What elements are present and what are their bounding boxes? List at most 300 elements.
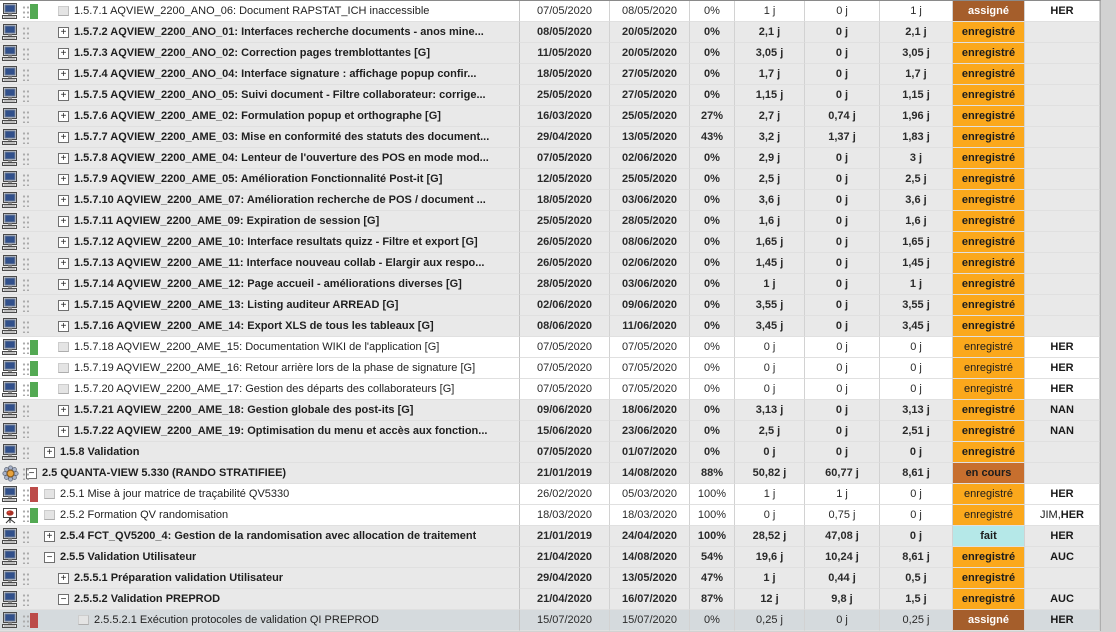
status-badge: enregistré: [953, 148, 1024, 168]
status-badge: enregistré: [953, 190, 1024, 210]
computer-icon: [2, 444, 19, 461]
done-work-cell: 0 j: [805, 169, 880, 190]
expand-icon[interactable]: +: [58, 195, 69, 206]
planned-work-cell: 2,5 j: [735, 169, 805, 190]
table-row[interactable]: [0, 190, 1100, 211]
table-row[interactable]: [0, 211, 1100, 232]
end-date-cell: 14/08/2020: [610, 463, 690, 484]
status-cell: [953, 463, 1025, 484]
percent-complete-cell: 100%: [690, 505, 735, 526]
assignee: HER: [1050, 5, 1074, 17]
computer-icon: [2, 255, 19, 272]
gear-icon: [2, 465, 19, 482]
expand-icon[interactable]: +: [58, 426, 69, 437]
expand-icon[interactable]: +: [44, 447, 55, 458]
table-row[interactable]: [0, 232, 1100, 253]
end-date-cell: 16/07/2020: [610, 589, 690, 610]
remaining-work-cell: 0 j: [880, 505, 953, 526]
end-date-cell: 02/06/2020: [610, 253, 690, 274]
task-name-cell: [0, 526, 520, 547]
leaf-node-icon: [44, 489, 55, 499]
start-date-cell: 07/05/2020: [520, 379, 610, 400]
table-row[interactable]: [0, 43, 1100, 64]
end-date-cell: 08/06/2020: [610, 232, 690, 253]
start-date-cell: 25/05/2020: [520, 85, 610, 106]
start-date-cell: 29/04/2020: [520, 568, 610, 589]
expand-icon[interactable]: +: [58, 300, 69, 311]
expand-icon[interactable]: +: [58, 174, 69, 185]
status-cell: [953, 358, 1025, 379]
task-name: 1.5.7.16 AQVIEW_2200_AME_14: Export XLS de tous les tableaux [G]: [74, 320, 434, 332]
planned-work-cell: 3,2 j: [735, 127, 805, 148]
remaining-work-cell: 1,7 j: [880, 64, 953, 85]
status-badge: enregistré: [953, 589, 1024, 609]
drag-handle-icon[interactable]: [22, 131, 29, 144]
start-date-cell: 26/02/2020: [520, 484, 610, 505]
percent-complete-cell: 0%: [690, 316, 735, 337]
table-row[interactable]: [0, 463, 1100, 484]
status-cell: [953, 484, 1025, 505]
assignee-cell: [1025, 400, 1100, 421]
done-work-cell: 0,44 j: [805, 568, 880, 589]
end-date-cell: 24/04/2020: [610, 526, 690, 547]
table-row[interactable]: [0, 253, 1100, 274]
status-cell: [953, 505, 1025, 526]
assignee-cell: [1025, 148, 1100, 169]
task-name-cell: [0, 400, 520, 421]
task-name: 1.5.7.7 AQVIEW_2200_AME_03: Mise en conformité des statuts des document...: [74, 131, 490, 143]
task-rows-container: [0, 1, 1100, 631]
end-date-cell: 13/05/2020: [610, 127, 690, 148]
task-name: 1.5.7.20 AQVIEW_2200_AME_17: Gestion des départs des collaborateurs [G]: [74, 383, 455, 395]
planned-work-cell: 1,6 j: [735, 211, 805, 232]
planned-work-cell: 19,6 j: [735, 547, 805, 568]
drag-handle-icon[interactable]: [22, 362, 29, 375]
status-badge: enregistré: [953, 22, 1024, 42]
table-row[interactable]: [0, 169, 1100, 190]
drag-handle-icon[interactable]: [22, 530, 29, 543]
status-cell: [953, 526, 1025, 547]
percent-complete-cell: 0%: [690, 295, 735, 316]
status-cell: [953, 211, 1025, 232]
task-name: 1.5.7.14 AQVIEW_2200_AME_12: Page accueil - améliorations diverses [G]: [74, 278, 462, 290]
done-work-cell: 0 j: [805, 253, 880, 274]
done-work-cell: 10,24 j: [805, 547, 880, 568]
table-row[interactable]: [0, 358, 1100, 379]
computer-icon: [2, 45, 19, 62]
start-date-cell: 21/01/2019: [520, 463, 610, 484]
task-name-cell: [0, 610, 520, 631]
remaining-work-cell: 1,6 j: [880, 211, 953, 232]
status-badge: enregistré: [953, 421, 1024, 441]
expand-icon[interactable]: +: [58, 111, 69, 122]
drag-handle-icon[interactable]: [22, 320, 29, 333]
remaining-work-cell: 0,5 j: [880, 568, 953, 589]
done-work-cell: 9,8 j: [805, 589, 880, 610]
done-work-cell: 60,77 j: [805, 463, 880, 484]
assignee: HER: [1050, 341, 1074, 353]
table-row[interactable]: [0, 295, 1100, 316]
task-status-bar: [30, 340, 38, 355]
table-row[interactable]: [0, 484, 1100, 505]
table-row[interactable]: [0, 610, 1100, 631]
task-name-cell: [0, 505, 520, 526]
percent-complete-cell: 0%: [690, 190, 735, 211]
assignee-cell: [1025, 568, 1100, 589]
percent-complete-cell: 0%: [690, 148, 735, 169]
computer-icon: [2, 591, 19, 608]
end-date-cell: 11/06/2020: [610, 316, 690, 337]
remaining-work-cell: 1,83 j: [880, 127, 953, 148]
status-badge: assigné: [953, 1, 1024, 21]
done-work-cell: 0 j: [805, 148, 880, 169]
drag-handle-icon[interactable]: [22, 467, 29, 480]
percent-complete-cell: 0%: [690, 337, 735, 358]
start-date-cell: 08/06/2020: [520, 316, 610, 337]
task-name: 2.5.1 Mise à jour matrice de traçabilité QV5330: [60, 488, 290, 500]
assignee: HER: [1050, 614, 1074, 626]
done-work-cell: 0,75 j: [805, 505, 880, 526]
table-row[interactable]: [0, 547, 1100, 568]
start-date-cell: 02/06/2020: [520, 295, 610, 316]
assignee-cell: [1025, 589, 1100, 610]
start-date-cell: 21/04/2020: [520, 547, 610, 568]
status-badge: enregistré: [953, 106, 1024, 126]
status-badge: enregistré: [953, 484, 1024, 504]
start-date-cell: 15/06/2020: [520, 421, 610, 442]
planned-work-cell: 1,7 j: [735, 64, 805, 85]
drag-handle-icon[interactable]: [22, 5, 29, 18]
expand-icon[interactable]: +: [58, 237, 69, 248]
start-date-cell: 07/05/2020: [520, 358, 610, 379]
collapse-icon[interactable]: −: [58, 594, 69, 605]
status-cell: [953, 64, 1025, 85]
expand-icon[interactable]: +: [58, 216, 69, 227]
computer-icon: [2, 108, 19, 125]
drag-handle-icon[interactable]: [22, 236, 29, 249]
computer-icon: [2, 486, 19, 503]
drag-handle-icon[interactable]: [22, 110, 29, 123]
end-date-cell: 02/06/2020: [610, 148, 690, 169]
computer-icon: [2, 150, 19, 167]
table-row[interactable]: [0, 568, 1100, 589]
task-name-cell: [0, 106, 520, 127]
assignee: AUC: [1050, 551, 1074, 563]
status-badge: enregistré: [953, 43, 1024, 63]
percent-complete-cell: 0%: [690, 274, 735, 295]
expand-icon[interactable]: +: [58, 258, 69, 269]
table-row[interactable]: [0, 127, 1100, 148]
drag-handle-icon[interactable]: [22, 152, 29, 165]
remaining-work-cell: 0 j: [880, 526, 953, 547]
table-row[interactable]: [0, 589, 1100, 610]
remaining-work-cell: 8,61 j: [880, 463, 953, 484]
table-row[interactable]: [0, 400, 1100, 421]
planned-work-cell: 28,52 j: [735, 526, 805, 547]
planned-work-cell: 3,45 j: [735, 316, 805, 337]
table-row[interactable]: [0, 85, 1100, 106]
percent-complete-cell: 0%: [690, 421, 735, 442]
table-row[interactable]: [0, 148, 1100, 169]
drag-handle-icon[interactable]: [22, 89, 29, 102]
status-badge: enregistré: [953, 211, 1024, 231]
start-date-cell: 18/03/2020: [520, 505, 610, 526]
table-row[interactable]: [0, 22, 1100, 43]
end-date-cell: 05/03/2020: [610, 484, 690, 505]
task-name-cell: [0, 232, 520, 253]
table-row[interactable]: [0, 64, 1100, 85]
computer-icon: [2, 213, 19, 230]
computer-icon: [2, 192, 19, 209]
remaining-work-cell: 1 j: [880, 1, 953, 22]
planned-work-cell: 1 j: [735, 1, 805, 22]
assignee: HER: [1050, 530, 1074, 542]
percent-complete-cell: 47%: [690, 568, 735, 589]
done-work-cell: 0 j: [805, 379, 880, 400]
drag-handle-icon[interactable]: [22, 425, 29, 438]
drag-handle-icon[interactable]: [22, 383, 29, 396]
status-badge: enregistré: [953, 85, 1024, 105]
status-badge: enregistré: [953, 505, 1024, 525]
done-work-cell: 0 j: [805, 442, 880, 463]
assignee-cell: [1025, 211, 1100, 232]
drag-handle-icon[interactable]: [22, 446, 29, 459]
remaining-work-cell: 3,13 j: [880, 400, 953, 421]
table-row[interactable]: [0, 1, 1100, 22]
start-date-cell: 29/04/2020: [520, 127, 610, 148]
done-work-cell: 0 j: [805, 421, 880, 442]
drag-handle-icon[interactable]: [22, 26, 29, 39]
task-name-cell: [0, 22, 520, 43]
done-work-cell: 0 j: [805, 400, 880, 421]
expand-icon[interactable]: +: [58, 69, 69, 80]
percent-complete-cell: 0%: [690, 610, 735, 631]
done-work-cell: 0 j: [805, 232, 880, 253]
drag-handle-icon[interactable]: [22, 257, 29, 270]
task-name: 1.5.7.6 AQVIEW_2200_AME_02: Formulation popup et orthographe [G]: [74, 110, 441, 122]
status-badge: enregistré: [953, 253, 1024, 273]
expand-icon[interactable]: +: [58, 90, 69, 101]
drag-handle-icon[interactable]: [22, 488, 29, 501]
task-name-cell: [0, 169, 520, 190]
done-work-cell: 0 j: [805, 316, 880, 337]
status-badge: enregistré: [953, 379, 1024, 399]
planned-work-cell: 2,9 j: [735, 148, 805, 169]
planned-work-cell: 1 j: [735, 274, 805, 295]
task-name: 2.5.5.1 Préparation validation Utilisateur: [74, 572, 284, 584]
status-badge: enregistré: [953, 169, 1024, 189]
remaining-work-cell: 0 j: [880, 337, 953, 358]
drag-handle-icon[interactable]: [22, 614, 29, 627]
table-row[interactable]: [0, 337, 1100, 358]
start-date-cell: 11/05/2020: [520, 43, 610, 64]
task-name: 2.5.2 Formation QV randomisation: [60, 509, 229, 521]
assignee-cell: [1025, 127, 1100, 148]
status-cell: [953, 43, 1025, 64]
expand-icon[interactable]: +: [58, 405, 69, 416]
task-name: 1.5.7.10 AQVIEW_2200_AME_07: Amélioration recherche de POS / document ...: [74, 194, 486, 206]
table-row[interactable]: [0, 442, 1100, 463]
expand-icon[interactable]: +: [44, 531, 55, 542]
assignee: NAN: [1050, 404, 1074, 416]
task-name: 2.5 QUANTA-VIEW 5.330 (RANDO STRATIFIEE): [42, 467, 287, 479]
task-name-cell: [0, 379, 520, 400]
task-name-cell: [0, 274, 520, 295]
percent-complete-cell: 87%: [690, 589, 735, 610]
task-name: 1.5.7.19 AQVIEW_2200_AME_16: Retour arrière lors de la phase de signature [G]: [74, 362, 476, 374]
leaf-node-icon: [78, 615, 89, 625]
task-name: 1.5.7.5 AQVIEW_2200_ANO_05: Suivi document - Filtre collaborateur: corrige...: [74, 89, 486, 101]
assignee-cell: [1025, 85, 1100, 106]
status-badge: enregistré: [953, 295, 1024, 315]
status-cell: [953, 547, 1025, 568]
task-name: 1.5.8 Validation: [60, 446, 140, 458]
task-name-cell: [0, 421, 520, 442]
computer-icon: [2, 612, 19, 629]
expand-icon[interactable]: +: [58, 48, 69, 59]
expand-icon[interactable]: +: [58, 27, 69, 38]
drag-handle-icon[interactable]: [22, 68, 29, 81]
expand-icon[interactable]: +: [58, 132, 69, 143]
drag-handle-icon[interactable]: [22, 551, 29, 564]
planned-work-cell: 2,1 j: [735, 22, 805, 43]
task-name: 2.5.4 FCT_QV5200_4: Gestion de la randomisation avec allocation de traitement: [60, 530, 477, 542]
drag-handle-icon[interactable]: [22, 278, 29, 291]
task-status-bar: [30, 382, 38, 397]
done-work-cell: 0 j: [805, 295, 880, 316]
percent-complete-cell: 0%: [690, 211, 735, 232]
assignee: HER: [1050, 488, 1074, 500]
assignee-cell: [1025, 358, 1100, 379]
computer-icon: [2, 87, 19, 104]
table-row[interactable]: [0, 526, 1100, 547]
end-date-cell: 28/05/2020: [610, 211, 690, 232]
assignee-cell: [1025, 316, 1100, 337]
table-row[interactable]: [0, 106, 1100, 127]
drag-handle-icon[interactable]: [22, 173, 29, 186]
end-date-cell: 27/05/2020: [610, 64, 690, 85]
table-row[interactable]: [0, 421, 1100, 442]
percent-complete-cell: 54%: [690, 547, 735, 568]
drag-handle-icon[interactable]: [22, 341, 29, 354]
done-work-cell: 0 j: [805, 190, 880, 211]
end-date-cell: 14/08/2020: [610, 547, 690, 568]
status-badge: fait: [953, 526, 1024, 546]
status-cell: [953, 232, 1025, 253]
status-cell: [953, 1, 1025, 22]
done-work-cell: 0,74 j: [805, 106, 880, 127]
assignee-cell: [1025, 1, 1100, 22]
status-badge: assigné: [953, 610, 1024, 630]
collapse-icon[interactable]: −: [26, 468, 37, 479]
status-cell: [953, 337, 1025, 358]
expand-icon[interactable]: +: [58, 573, 69, 584]
task-name: 1.5.7.4 AQVIEW_2200_ANO_04: Interface signature : affichage popup confir...: [74, 68, 477, 80]
remaining-work-cell: 2,5 j: [880, 169, 953, 190]
planned-work-cell: 50,82 j: [735, 463, 805, 484]
task-status-bar: [30, 487, 38, 502]
table-row[interactable]: [0, 274, 1100, 295]
status-cell: [953, 610, 1025, 631]
start-date-cell: 07/05/2020: [520, 148, 610, 169]
remaining-work-cell: 2,51 j: [880, 421, 953, 442]
status-cell: [953, 127, 1025, 148]
planned-work-cell: 0 j: [735, 442, 805, 463]
end-date-cell: 18/03/2020: [610, 505, 690, 526]
assignee-cell: [1025, 442, 1100, 463]
assignee-cell: [1025, 22, 1100, 43]
percent-complete-cell: 0%: [690, 232, 735, 253]
task-name: 2.5.5 Validation Utilisateur: [60, 551, 197, 563]
end-date-cell: 25/05/2020: [610, 106, 690, 127]
task-name-cell: [0, 148, 520, 169]
computer-icon: [2, 360, 19, 377]
computer-icon: [2, 423, 19, 440]
expand-icon[interactable]: +: [58, 153, 69, 164]
drag-handle-icon[interactable]: [22, 47, 29, 60]
drag-handle-icon[interactable]: [22, 509, 29, 522]
percent-complete-cell: 0%: [690, 442, 735, 463]
leaf-node-icon: [58, 342, 69, 352]
expand-icon[interactable]: +: [58, 279, 69, 290]
collapse-icon[interactable]: −: [44, 552, 55, 563]
task-name: 1.5.7.18 AQVIEW_2200_AME_15: Documentation WIKI de l'application [G]: [74, 341, 440, 353]
status-cell: [953, 316, 1025, 337]
assignee-cell: [1025, 463, 1100, 484]
drag-handle-icon[interactable]: [22, 404, 29, 417]
expand-icon[interactable]: +: [58, 321, 69, 332]
status-cell: [953, 295, 1025, 316]
task-name: 1.5.7.12 AQVIEW_2200_AME_10: Interface resultats quizz - Filtre et export [G]: [74, 236, 478, 248]
drag-handle-icon[interactable]: [22, 299, 29, 312]
status-badge: enregistré: [953, 568, 1024, 588]
drag-handle-icon[interactable]: [22, 194, 29, 207]
assignee-cell: [1025, 295, 1100, 316]
status-badge: enregistré: [953, 547, 1024, 567]
right-gutter: [1101, 0, 1116, 632]
status-cell: [953, 274, 1025, 295]
drag-handle-icon[interactable]: [22, 215, 29, 228]
planned-work-cell: 3,6 j: [735, 190, 805, 211]
start-date-cell: 21/01/2019: [520, 526, 610, 547]
task-status-bar: [30, 4, 38, 19]
status-cell: [953, 421, 1025, 442]
percent-complete-cell: 88%: [690, 463, 735, 484]
table-row[interactable]: [0, 505, 1100, 526]
end-date-cell: 07/05/2020: [610, 337, 690, 358]
remaining-work-cell: 0 j: [880, 442, 953, 463]
leaf-node-icon: [58, 6, 69, 16]
start-date-cell: 28/05/2020: [520, 274, 610, 295]
table-row[interactable]: [0, 316, 1100, 337]
computer-icon: [2, 276, 19, 293]
remaining-work-cell: 1 j: [880, 274, 953, 295]
planned-work-cell: 1,65 j: [735, 232, 805, 253]
drag-handle-icon[interactable]: [22, 593, 29, 606]
done-work-cell: 47,08 j: [805, 526, 880, 547]
table-row[interactable]: [0, 379, 1100, 400]
percent-complete-cell: 0%: [690, 22, 735, 43]
remaining-work-cell: 3,6 j: [880, 190, 953, 211]
computer-icon: [2, 318, 19, 335]
task-name-cell: [0, 295, 520, 316]
planned-work-cell: 12 j: [735, 589, 805, 610]
drag-handle-icon[interactable]: [22, 572, 29, 585]
end-date-cell: 03/06/2020: [610, 190, 690, 211]
leaf-node-icon: [58, 384, 69, 394]
planned-work-cell: 1 j: [735, 484, 805, 505]
planned-work-cell: 1,45 j: [735, 253, 805, 274]
